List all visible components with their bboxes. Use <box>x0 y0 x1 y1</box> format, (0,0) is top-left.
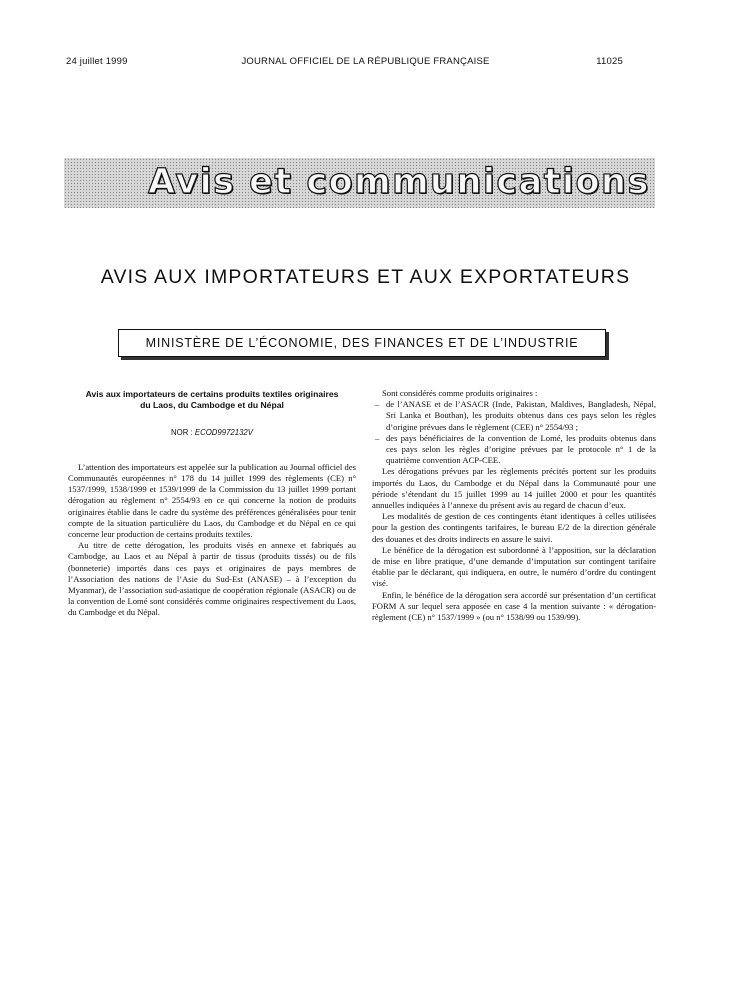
nor-label: NOR : <box>171 427 193 437</box>
nor-reference <box>68 427 356 438</box>
list-item: – des pays bénéficiaires de la convention de Lomé, les produits obtenus dans ces pays selon les règles d’origine prévues par le protocole n° 1 de la quatrième convention ACP-CEE. <box>372 433 656 467</box>
body-paragraph: Les dérogations prévues par les règlements précités portent sur les produits importés du Laos, du Cambodge et du Népal dans la Communauté pour une période s’étendant du 15 juillet 1999 au 14 juillet 2000 et pour les quantités annuelles indiquées à l’annexe du présent avis au regard de chacun d’eux. <box>372 466 656 511</box>
header-journal-title: JOURNAL OFFICIEL DE LA RÉPUBLIQUE FRANÇAISE <box>241 56 490 67</box>
article-title: Avis aux importateurs de certains produits textiles originaires du Laos, du Cambodge et du Népal <box>85 389 339 410</box>
origin-list <box>372 399 656 466</box>
header-page-number: 11025 <box>596 56 623 67</box>
nor-value: ECOD9972132V <box>194 427 253 437</box>
body-paragraph: Au titre de cette dérogation, les produits visés en annexe et fabriqués au Cambodge, au Laos et au Népal à partir de tissus (produits tissés) ou de fils (bonneterie) importés dans ces pays et originaires de pays membres de l’Association des nations de l’Asie du Sud-Est (ANASE) – à l’exception du Myanmar), de l’association sud-asiatique de coopération régionale (ASACR) ou de la convention de Lomé sont considérés comme originaires respectivement du Laos, du Cambodge et du Népal. <box>68 540 356 618</box>
ministry-name: MINISTÈRE DE L’ÉCONOMIE, DES FINANCES ET DE L’INDUSTRIE <box>145 336 579 350</box>
body-paragraph: Les modalités de gestion de ces contingents étant identiques à celles utilisées pour la gestion des contingents tarifaires, le bureau E/2 de la direction générale des douanes et des droits indirects en assure le suivi. <box>372 511 656 544</box>
right-column <box>372 388 656 623</box>
body-paragraph: Le bénéfice de la dérogation est subordonné à l’apposition, sur la déclaration de mise en libre pratique, d’une demande d’imputation sur contingent tarifaire établie par le déclarant, qui indiquera, en outre, le numéro d’ordre du contingent visé. <box>372 544 656 589</box>
body-paragraph: Sont considérés comme produits originaires : <box>382 388 538 398</box>
header-date: 24 juillet 1999 <box>66 56 128 67</box>
section-title: AVIS AUX IMPORTATEURS ET AUX EXPORTATEURS <box>100 266 631 288</box>
body-paragraph: Enfin, le bénéfice de la dérogation sera accordé sur présentation d’un certificat FORM A sur lequel sera apposée en case 4 la mention suivante : « dérogation-règlement (CE) n° 1537/1999 » (ou n° 1538/99 ou 1539/99). <box>372 589 656 623</box>
list-item: – de l’ANASE et de l’ASACR (Inde, Pakistan, Maldives, Bangladesh, Népal, Sri Lanka et Bouthan), les produits obtenus dans ces pays selon les règles d’origine prévues dans le règlement (CEE) n° 2554/93 ; <box>372 399 656 433</box>
left-column <box>68 389 356 619</box>
banner-title: Avis et communications <box>148 162 650 202</box>
ministry-box <box>118 329 606 357</box>
section-banner <box>64 158 655 208</box>
body-paragraph: L’attention des importateurs est appelée sur la publication au Journal officiel des Communautés européennes n° 178 du 14 juillet 1999 des règlements (CE) n° 1537/1999, 1538/1999 et 1539/1999 de la Commission du 13 juillet 1999 portant dérogation au règlement n° 2554/93 en ce qui concerne la notion de produits originaires établie dans le cadre du système des préférences généralisées pour tenir compte de la situation particulière du Laos, du Cambodge et du Népal en ce qui concerne leur production de certains produits textiles. <box>68 461 356 540</box>
